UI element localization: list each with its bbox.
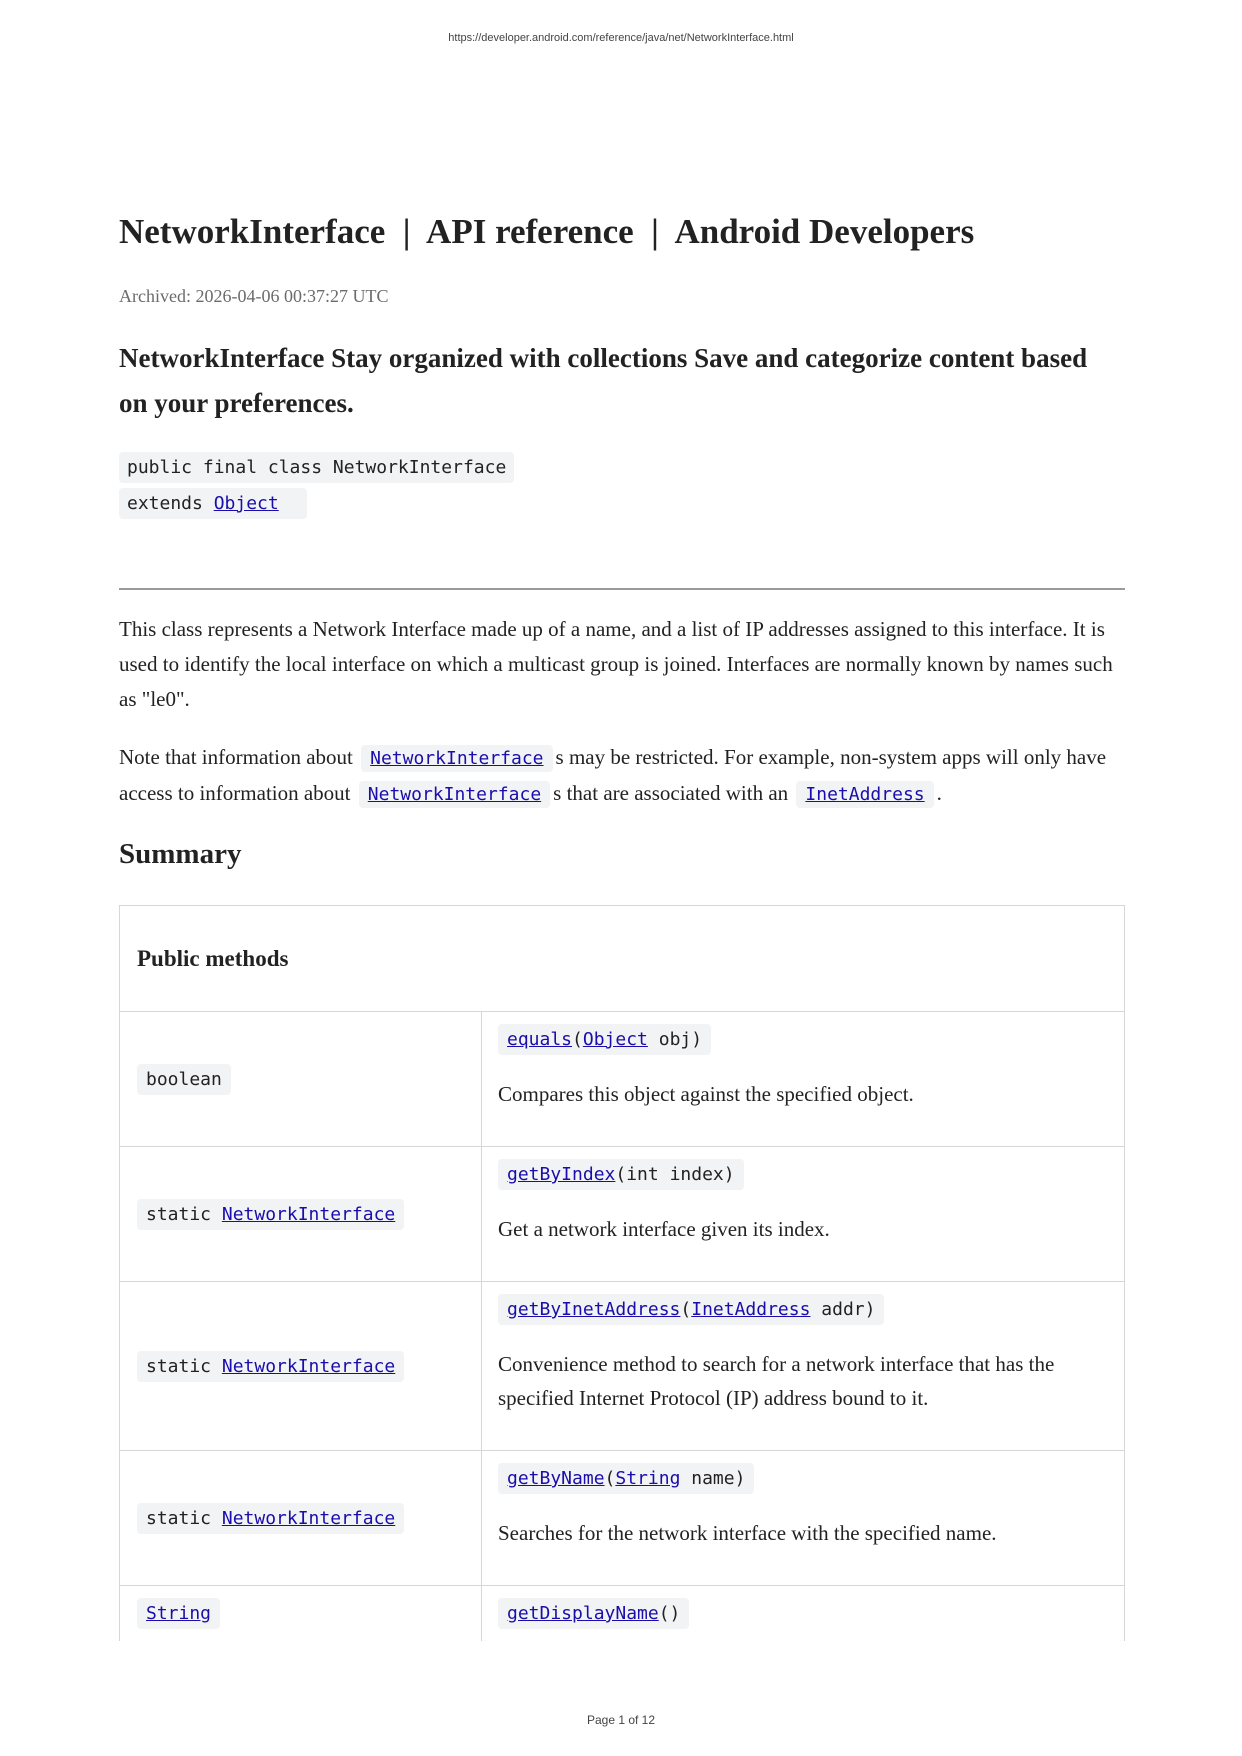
table-row <box>120 1282 1124 1451</box>
paren: ( <box>572 1029 583 1050</box>
param-type-link[interactable]: Object <box>582 1029 648 1050</box>
page-title: NetworkInterface | API reference | Android Developers <box>119 212 975 251</box>
paren: ( <box>604 1468 616 1489</box>
paren: ( <box>615 1164 627 1185</box>
note-text-4: . <box>936 781 942 805</box>
return-modifier: static <box>146 1507 222 1529</box>
method-link-getbyinetaddress[interactable]: getByInetAddress <box>507 1299 681 1320</box>
page-url-header: https://developer.android.com/reference/java/net/NetworkInterface.html <box>448 32 794 44</box>
object-link[interactable]: Object <box>213 493 279 514</box>
note-text-1: Note that information about <box>119 745 359 769</box>
table-row <box>120 1012 1124 1147</box>
return-type <box>137 1351 404 1382</box>
method-cell <box>482 1012 1124 1146</box>
note-text-2: s may be restricted. For example, non-system apps will only have access to information about <box>119 745 1107 805</box>
method-link-getbyname[interactable]: getByName <box>507 1468 605 1489</box>
return-type-link[interactable]: NetworkInterface <box>221 1355 396 1377</box>
page-number: Page 1 of 12 <box>586 1713 656 1727</box>
return-type-cell <box>120 1012 482 1146</box>
param-rest: addr) <box>810 1299 876 1320</box>
return-modifier: static <box>146 1203 222 1225</box>
method-signature <box>498 1024 711 1055</box>
return-type-link[interactable]: String <box>146 1603 212 1624</box>
method-signature <box>498 1598 689 1629</box>
class-subtitle: NetworkInterface Stay organized with collections Save and categorize content based on your preferences. <box>119 343 1088 418</box>
method-cell <box>482 1282 1124 1450</box>
table-row <box>120 1147 1124 1282</box>
return-type: boolean <box>137 1064 231 1095</box>
method-cell <box>482 1451 1124 1585</box>
method-link-getdisplayname[interactable]: getDisplayName <box>507 1603 659 1624</box>
method-description: Convenience method to search for a network interface that has the specified Internet Protocol (IP) address bound to it. <box>498 1352 1055 1410</box>
table-row <box>120 1451 1124 1586</box>
method-cell <box>482 1147 1124 1281</box>
method-signature <box>498 1294 884 1325</box>
method-signature <box>498 1159 744 1190</box>
return-type-cell <box>120 1282 482 1450</box>
method-signature <box>498 1463 754 1494</box>
table-row <box>120 1586 1124 1641</box>
class-declaration: public final class NetworkInterface <box>119 452 514 483</box>
param-rest: int index) <box>626 1164 735 1185</box>
return-type <box>137 1598 220 1629</box>
paren: ( <box>680 1299 692 1320</box>
method-description: Get a network interface given its index. <box>498 1217 830 1241</box>
return-type-cell <box>120 1586 482 1641</box>
return-type-cell <box>120 1147 482 1281</box>
networkinterface-link[interactable]: NetworkInterface <box>370 748 544 769</box>
return-type <box>137 1503 404 1534</box>
param-type-link[interactable]: String <box>615 1468 681 1489</box>
return-modifier: static <box>146 1355 222 1377</box>
return-type-link[interactable]: NetworkInterface <box>221 1203 396 1225</box>
summary-heading: Summary <box>119 838 242 870</box>
return-type <box>137 1199 404 1230</box>
note-text-3: s that are associated with an <box>553 781 794 805</box>
param-rest: obj) <box>647 1029 703 1050</box>
public-methods-table <box>119 905 1125 1641</box>
method-link-equals[interactable]: equals <box>507 1029 573 1050</box>
table-heading: Public methods <box>120 906 1124 1012</box>
return-type-cell <box>120 1451 482 1585</box>
divider <box>119 588 1125 590</box>
networkinterface-link-2[interactable]: NetworkInterface <box>367 784 542 805</box>
class-extends <box>119 488 307 519</box>
method-link-getbyindex[interactable]: getByIndex <box>507 1164 616 1185</box>
extends-keyword: extends <box>127 493 214 514</box>
return-type-link[interactable]: NetworkInterface <box>221 1507 396 1529</box>
method-description: Searches for the network interface with the specified name. <box>498 1521 997 1545</box>
restriction-note <box>119 740 1125 812</box>
method-cell <box>482 1586 1124 1641</box>
paren: () <box>658 1603 681 1624</box>
param-rest: name) <box>680 1468 746 1489</box>
class-description: This class represents a Network Interface made up of a name, and a list of IP addresses assigned to this interface. It is used to identify the local interface on which a multicast group is joined. Interfaces are normally known by names such as "le0". <box>119 617 1113 711</box>
method-description: Compares this object against the specified object. <box>498 1082 914 1106</box>
archived-timestamp: Archived: 2026-04-06 00:37:27 UTC <box>119 286 389 306</box>
inetaddress-link[interactable]: InetAddress <box>805 784 925 805</box>
param-type-link[interactable]: InetAddress <box>691 1299 811 1320</box>
